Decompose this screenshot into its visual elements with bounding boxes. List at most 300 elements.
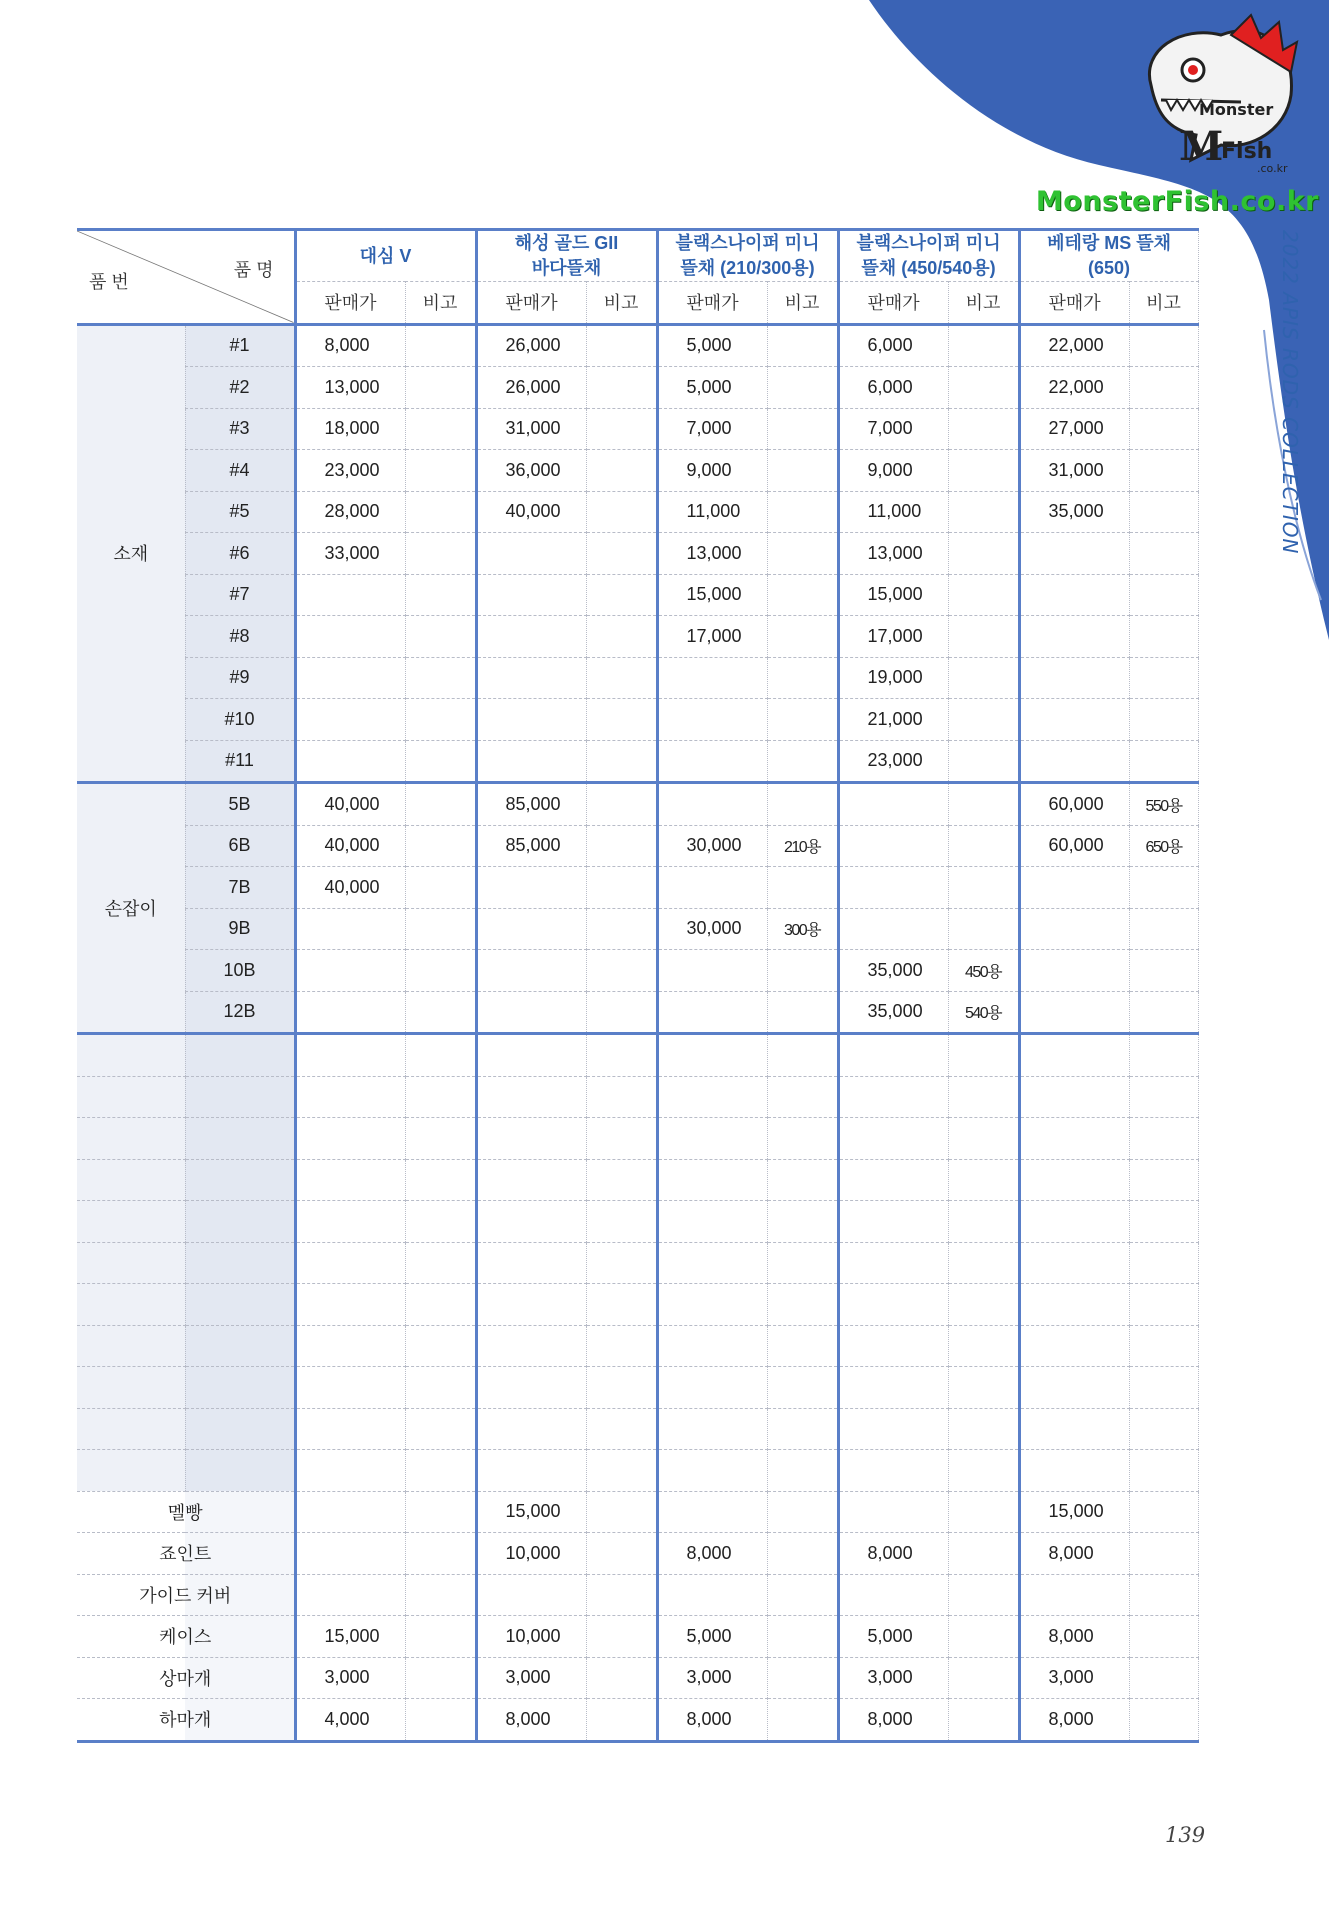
price-cell: 5,000 (838, 1616, 948, 1658)
price-cell (476, 616, 586, 658)
price-cell (838, 908, 948, 950)
item-number-cell: #11 (185, 740, 295, 783)
blank-cell (476, 1076, 586, 1118)
table-row (77, 1491, 1198, 1533)
price-cell: 7,000 (657, 408, 767, 450)
price-cell (1019, 574, 1129, 616)
blank-cell (295, 1408, 405, 1450)
price-cell: 15,000 (838, 574, 948, 616)
blank-cell (657, 1284, 767, 1326)
note-cell (1129, 991, 1198, 1034)
price-cell: 60,000 (1019, 783, 1129, 826)
table-row (77, 1699, 1198, 1742)
price-cell: 22,000 (1019, 367, 1129, 409)
blank-cell (476, 1242, 586, 1284)
svg-text:Fish: Fish (1221, 139, 1273, 164)
blank-cell (1019, 1159, 1129, 1201)
blank-cell (185, 1201, 295, 1243)
price-cell: 3,000 (1019, 1657, 1129, 1699)
blank-cell (657, 1367, 767, 1409)
note-cell (948, 324, 1019, 367)
blank-cell (838, 1367, 948, 1409)
accessory-label: 하마개 (77, 1699, 295, 1742)
blank-cell (185, 1450, 295, 1492)
blank-cell (77, 1284, 185, 1326)
note-cell (948, 408, 1019, 450)
table-row-blank (77, 1325, 1198, 1367)
price-cell: 26,000 (476, 324, 586, 367)
blank-cell (1129, 1284, 1198, 1326)
price-header: 판매가 (657, 282, 767, 325)
blank-cell (295, 1242, 405, 1284)
table-row (77, 408, 1198, 450)
table-row (77, 367, 1198, 409)
note-cell (767, 1491, 838, 1533)
blank-cell (405, 1034, 476, 1077)
price-cell: 60,000 (1019, 825, 1129, 867)
price-cell: 13,000 (657, 533, 767, 575)
note-cell: 450용 (948, 950, 1019, 992)
note-cell (586, 950, 657, 992)
price-header: 판매가 (295, 282, 405, 325)
price-cell (1019, 908, 1129, 950)
price-cell: 6,000 (838, 367, 948, 409)
blank-cell (405, 1201, 476, 1243)
blank-cell (185, 1242, 295, 1284)
note-cell: 210용 (767, 825, 838, 867)
blank-cell (1019, 1201, 1129, 1243)
price-cell (295, 1533, 405, 1575)
price-cell: 4,000 (295, 1699, 405, 1742)
item-number-label: 품 번 (89, 271, 129, 292)
price-cell (295, 1491, 405, 1533)
item-number-cell: #6 (185, 533, 295, 575)
blank-cell (657, 1450, 767, 1492)
blank-cell (767, 1076, 838, 1118)
table-row (77, 324, 1198, 367)
item-number-cell: 7B (185, 867, 295, 909)
note-cell (405, 699, 476, 741)
price-cell: 13,000 (838, 533, 948, 575)
note-cell (767, 867, 838, 909)
price-cell (657, 699, 767, 741)
price-cell (657, 740, 767, 783)
note-cell (948, 1657, 1019, 1699)
blank-cell (185, 1034, 295, 1077)
price-cell (657, 1574, 767, 1616)
blank-cell (405, 1284, 476, 1326)
note-cell (767, 950, 838, 992)
note-cell (1129, 1616, 1198, 1658)
price-cell (476, 1574, 586, 1616)
blank-cell (657, 1242, 767, 1284)
note-cell (948, 1491, 1019, 1533)
blank-cell (586, 1242, 657, 1284)
note-cell (586, 908, 657, 950)
note-cell (1129, 533, 1198, 575)
table-row (77, 908, 1198, 950)
price-cell (295, 908, 405, 950)
blank-cell (767, 1325, 838, 1367)
blank-cell (77, 1034, 185, 1077)
blank-cell (405, 1367, 476, 1409)
blank-cell (767, 1159, 838, 1201)
note-cell (1129, 1657, 1198, 1699)
note-cell (586, 1491, 657, 1533)
blank-cell (767, 1450, 838, 1492)
item-name-label: 품 명 (233, 260, 274, 280)
note-cell (586, 657, 657, 699)
blank-cell (948, 1284, 1019, 1326)
blank-cell (586, 1284, 657, 1326)
note-cell (767, 1616, 838, 1658)
price-cell: 5,000 (657, 367, 767, 409)
note-cell (405, 908, 476, 950)
table-row (77, 740, 1198, 783)
note-cell (1129, 1574, 1198, 1616)
note-cell: 300용 (767, 908, 838, 950)
table-row (77, 450, 1198, 492)
price-cell (1019, 533, 1129, 575)
note-cell (586, 491, 657, 533)
note-cell (948, 1574, 1019, 1616)
note-cell (1129, 1533, 1198, 1575)
blank-cell (1019, 1242, 1129, 1284)
svg-text:M: M (1179, 123, 1224, 170)
blank-cell (1019, 1450, 1129, 1492)
blank-cell (77, 1242, 185, 1284)
price-cell (295, 991, 405, 1034)
blank-cell (838, 1118, 948, 1160)
price-cell (657, 657, 767, 699)
note-cell (405, 367, 476, 409)
note-cell (405, 991, 476, 1034)
price-cell (838, 825, 948, 867)
price-cell: 8,000 (1019, 1616, 1129, 1658)
table-row (77, 491, 1198, 533)
accessory-label: 가이드 커버 (77, 1574, 295, 1616)
blank-cell (838, 1242, 948, 1284)
blank-cell (77, 1159, 185, 1201)
table-row-blank (77, 1367, 1198, 1409)
header-corner-cell (77, 230, 295, 325)
item-number-cell: 6B (185, 825, 295, 867)
blank-cell (476, 1284, 586, 1326)
blank-cell (1019, 1325, 1129, 1367)
price-cell (838, 1491, 948, 1533)
blank-cell (767, 1118, 838, 1160)
price-header: 판매가 (838, 282, 948, 325)
note-cell (767, 450, 838, 492)
blank-cell (1019, 1118, 1129, 1160)
blank-cell (767, 1201, 838, 1243)
blank-cell (838, 1450, 948, 1492)
price-cell: 13,000 (295, 367, 405, 409)
table-row (77, 533, 1198, 575)
blank-cell (586, 1408, 657, 1450)
note-cell (405, 324, 476, 367)
blank-cell (476, 1118, 586, 1160)
price-cell: 5,000 (657, 1616, 767, 1658)
table-row (77, 867, 1198, 909)
blank-cell (1129, 1367, 1198, 1409)
note-cell (1129, 740, 1198, 783)
table-row (77, 1616, 1198, 1658)
table-row-blank (77, 1201, 1198, 1243)
table-row (77, 783, 1198, 826)
blank-cell (767, 1034, 838, 1077)
note-cell (767, 1533, 838, 1575)
price-cell: 8,000 (295, 324, 405, 367)
note-cell (405, 491, 476, 533)
note-cell (767, 533, 838, 575)
blank-cell (295, 1450, 405, 1492)
note-cell (405, 867, 476, 909)
price-cell (1019, 699, 1129, 741)
price-cell: 22,000 (1019, 324, 1129, 367)
price-cell (476, 657, 586, 699)
blank-cell (185, 1076, 295, 1118)
table-row-blank (77, 1118, 1198, 1160)
blank-cell (657, 1034, 767, 1077)
item-number-cell: 10B (185, 950, 295, 992)
blank-cell (405, 1076, 476, 1118)
price-cell: 40,000 (295, 825, 405, 867)
table-row-blank (77, 1408, 1198, 1450)
price-cell: 8,000 (1019, 1533, 1129, 1575)
price-cell: 35,000 (838, 950, 948, 992)
note-cell (1129, 1491, 1198, 1533)
price-cell (1019, 867, 1129, 909)
note-cell (948, 908, 1019, 950)
note-cell (586, 991, 657, 1034)
price-cell: 26,000 (476, 367, 586, 409)
note-cell (1129, 450, 1198, 492)
price-cell: 6,000 (838, 324, 948, 367)
blank-cell (1129, 1325, 1198, 1367)
accessory-label: 상마개 (77, 1657, 295, 1699)
price-cell: 40,000 (295, 783, 405, 826)
note-cell (767, 1657, 838, 1699)
category-cell: 손잡이 (77, 783, 185, 1034)
svg-text:.co.kr: .co.kr (1257, 162, 1288, 175)
note-cell (586, 408, 657, 450)
note-cell (1129, 491, 1198, 533)
accessory-label: 케이스 (77, 1616, 295, 1658)
price-cell (476, 950, 586, 992)
blank-cell (948, 1367, 1019, 1409)
note-cell: 540용 (948, 991, 1019, 1034)
blank-cell (586, 1450, 657, 1492)
blank-cell (586, 1367, 657, 1409)
price-cell (1019, 740, 1129, 783)
monster-fish-logo-icon (1121, 10, 1301, 180)
blank-cell (77, 1076, 185, 1118)
blank-cell (657, 1076, 767, 1118)
price-cell: 8,000 (838, 1699, 948, 1742)
category-cell: 소재 (77, 324, 185, 783)
note-cell (1129, 657, 1198, 699)
product-header-blacksniper-450: 블랙스나이퍼 미니 뜰채 (450/540용) (838, 230, 1019, 282)
price-cell: 7,000 (838, 408, 948, 450)
blank-cell (948, 1034, 1019, 1077)
note-cell (767, 491, 838, 533)
page-number: 139 (1165, 1823, 1206, 1847)
note-cell (948, 450, 1019, 492)
blank-cell (1129, 1242, 1198, 1284)
price-cell: 40,000 (476, 491, 586, 533)
blank-cell (185, 1408, 295, 1450)
blank-cell (586, 1159, 657, 1201)
blank-cell (1019, 1076, 1129, 1118)
note-cell (586, 324, 657, 367)
blank-cell (586, 1325, 657, 1367)
note-cell (1129, 867, 1198, 909)
table-row-blank (77, 1159, 1198, 1201)
blank-cell (657, 1408, 767, 1450)
note-header: 비고 (1129, 282, 1198, 325)
price-cell (295, 657, 405, 699)
note-cell (948, 825, 1019, 867)
note-cell (586, 1657, 657, 1699)
blank-cell (476, 1450, 586, 1492)
blank-cell (405, 1118, 476, 1160)
svg-text:Monster: Monster (1199, 100, 1274, 119)
blank-cell (476, 1034, 586, 1077)
item-number-cell: #4 (185, 450, 295, 492)
note-cell (405, 408, 476, 450)
note-cell (405, 1699, 476, 1742)
price-cell: 15,000 (476, 1491, 586, 1533)
note-cell (586, 699, 657, 741)
price-cell: 30,000 (657, 908, 767, 950)
blank-cell (476, 1408, 586, 1450)
accessory-label: 멜빵 (77, 1491, 295, 1533)
price-cell: 18,000 (295, 408, 405, 450)
blank-cell (948, 1076, 1019, 1118)
blank-cell (948, 1325, 1019, 1367)
note-cell (948, 657, 1019, 699)
price-cell: 19,000 (838, 657, 948, 699)
price-cell (838, 1574, 948, 1616)
blank-cell (948, 1242, 1019, 1284)
note-cell (767, 991, 838, 1034)
note-cell (405, 1491, 476, 1533)
price-cell (838, 783, 948, 826)
note-cell (1129, 574, 1198, 616)
note-cell (948, 1616, 1019, 1658)
blank-cell (948, 1408, 1019, 1450)
note-cell (1129, 908, 1198, 950)
price-cell: 35,000 (838, 991, 948, 1034)
blank-cell (1019, 1034, 1129, 1077)
note-cell (948, 740, 1019, 783)
blank-cell (185, 1118, 295, 1160)
blank-cell (767, 1367, 838, 1409)
blank-cell (185, 1325, 295, 1367)
note-header: 비고 (586, 282, 657, 325)
note-cell (405, 783, 476, 826)
price-cell (657, 867, 767, 909)
note-cell (948, 574, 1019, 616)
note-header: 비고 (948, 282, 1019, 325)
item-number-cell: #1 (185, 324, 295, 367)
note-cell (767, 324, 838, 367)
table-row (77, 825, 1198, 867)
price-cell (657, 1491, 767, 1533)
blank-cell (405, 1325, 476, 1367)
price-cell: 35,000 (1019, 491, 1129, 533)
table-row-blank (77, 1242, 1198, 1284)
price-cell: 21,000 (838, 699, 948, 741)
note-cell (767, 616, 838, 658)
table-row (77, 950, 1198, 992)
note-cell (405, 450, 476, 492)
price-cell: 3,000 (838, 1657, 948, 1699)
note-cell (405, 657, 476, 699)
blank-cell (767, 1242, 838, 1284)
note-cell (948, 1699, 1019, 1742)
note-cell (586, 533, 657, 575)
price-cell (1019, 1574, 1129, 1616)
blank-cell (586, 1201, 657, 1243)
note-cell (405, 1533, 476, 1575)
blank-cell (295, 1201, 405, 1243)
blank-cell (405, 1159, 476, 1201)
price-cell: 9,000 (657, 450, 767, 492)
price-cell: 31,000 (1019, 450, 1129, 492)
note-cell (948, 783, 1019, 826)
blank-cell (1129, 1408, 1198, 1450)
note-cell (767, 408, 838, 450)
blank-cell (77, 1325, 185, 1367)
price-cell (657, 950, 767, 992)
table-row (77, 991, 1198, 1034)
blank-cell (295, 1159, 405, 1201)
price-cell: 8,000 (657, 1533, 767, 1575)
price-cell: 3,000 (476, 1657, 586, 1699)
table-row (77, 699, 1198, 741)
price-cell (295, 1574, 405, 1616)
note-cell (586, 1616, 657, 1658)
note-cell (586, 574, 657, 616)
price-cell: 28,000 (295, 491, 405, 533)
price-cell (476, 908, 586, 950)
note-cell (405, 533, 476, 575)
item-number-cell: 5B (185, 783, 295, 826)
price-cell: 23,000 (838, 740, 948, 783)
note-cell: 650용 (1129, 825, 1198, 867)
price-cell (1019, 616, 1129, 658)
note-cell (586, 740, 657, 783)
price-cell (476, 574, 586, 616)
price-table (77, 228, 1199, 1743)
blank-cell (476, 1325, 586, 1367)
item-number-cell: #3 (185, 408, 295, 450)
note-cell (767, 574, 838, 616)
price-cell (476, 740, 586, 783)
blank-cell (1019, 1284, 1129, 1326)
note-cell (948, 616, 1019, 658)
price-cell (1019, 991, 1129, 1034)
collection-side-title: 2022 APIS RODS COLLECTION (1278, 230, 1302, 555)
price-cell (1019, 950, 1129, 992)
blank-cell (1129, 1159, 1198, 1201)
note-cell (767, 783, 838, 826)
note-cell (1129, 324, 1198, 367)
note-cell (948, 367, 1019, 409)
price-cell: 3,000 (295, 1657, 405, 1699)
